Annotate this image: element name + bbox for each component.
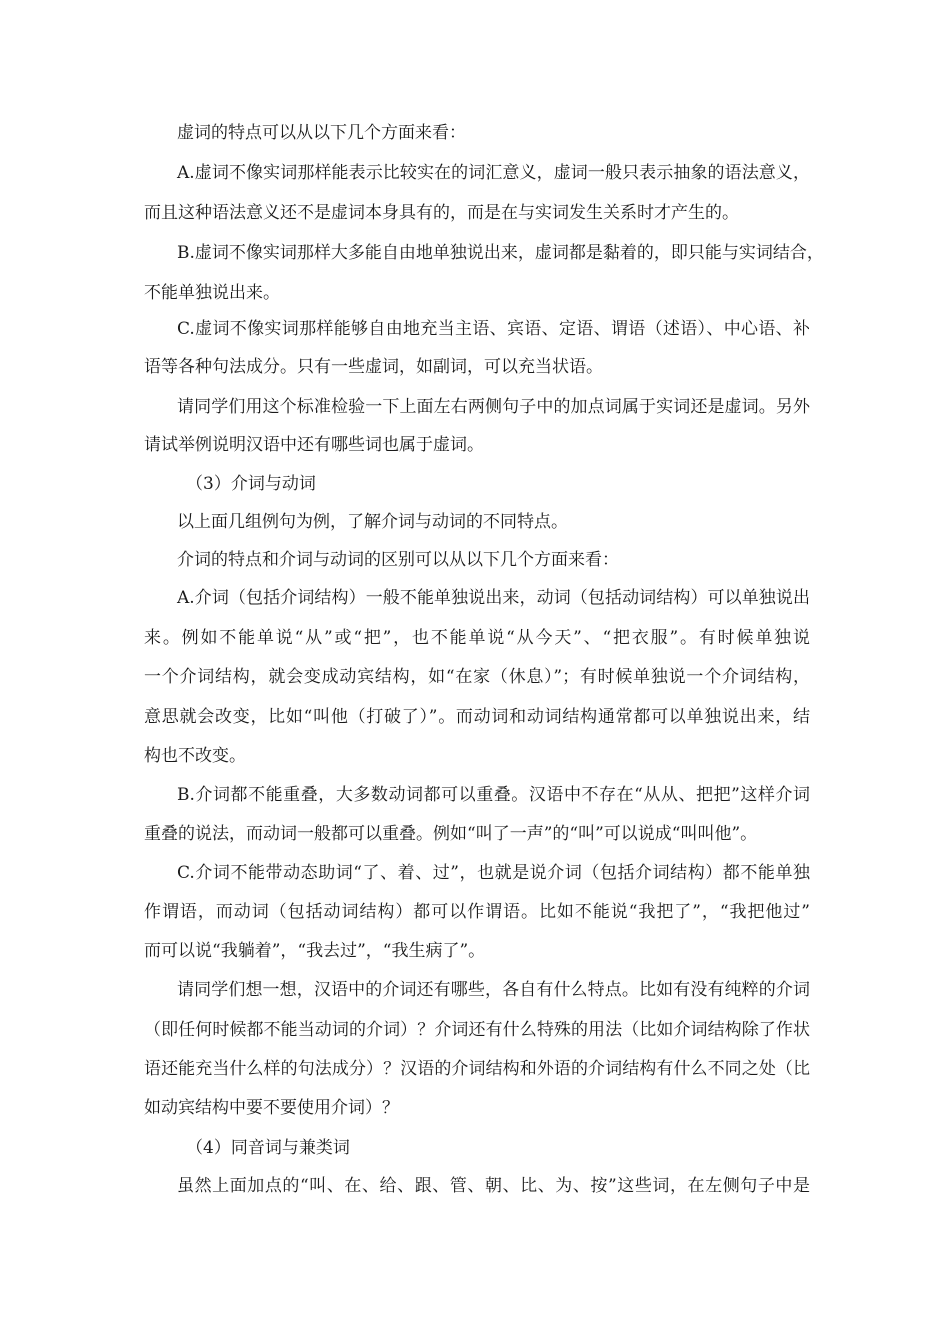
line-15: 一个介词结构，就会变成动宾结构，如“在家（休息）”；有时候单独说一个介词结构，: [144, 667, 810, 687]
line-11: 以上面几组例句为例，了解介词与动词的不同特点。: [177, 512, 568, 532]
line-22: 而可以说“我躺着”，“我去过”，“我生病了”。: [144, 941, 486, 961]
line-26: 如动宾结构中要不要使用介词）？: [144, 1098, 399, 1118]
line-28: 虽然上面加点的“叫、在、给、跟、管、朝、比、为、按”这些词，在左侧句子中是: [177, 1176, 810, 1196]
line-2: A.虚词不像实词那样能表示比较实在的词汇意义，虚词一般只表示抽象的语法意义，: [177, 163, 810, 183]
line-23: 请同学们想一想，汉语中的介词还有哪些，各自有什么特点。比如有没有纯粹的介词: [177, 980, 810, 1000]
line-5: 不能单独说出来。: [144, 283, 280, 303]
line-16: 意思就会改变，比如“叫他（打破了）”。而动词和动词结构通常都可以单独说出来，结: [144, 707, 810, 727]
line-9: 请试举例说明汉语中还有哪些词也属于虚词。: [144, 435, 484, 455]
line-4: B.虚词不像实词那样大多能自由地单独说出来，虚词都是黏着的，即只能与实词结合，: [177, 243, 824, 263]
line-19: 重叠的说法，而动词一般都可以重叠。例如“叫了一声”的“叫”可以说成“叫叫他”。: [144, 824, 758, 844]
line-24: （即任何时候都不能当动词的介词）？介词还有什么特殊的用法（比如介词结构除了作状: [144, 1020, 810, 1040]
line-17: 构也不改变。: [144, 746, 246, 766]
line-8: 请同学们用这个标准检验一下上面左右两侧句子中的加点词属于实词还是虚词。另外: [177, 397, 810, 417]
line-25: 语还能充当什么样的句法成分）？汉语的介词结构和外语的介词结构有什么不同之处（比: [144, 1059, 810, 1079]
line-6: C.虚词不像实词那样能够自由地充当主语、宾语、定语、谓语（述语）、中心语、补: [177, 319, 810, 339]
line-14: 来。例如不能单说“从”或“把”，也不能单说“从今天”、“把衣服”。有时候单独说: [144, 628, 810, 648]
heading-4: （4）同音词与兼类词: [186, 1138, 350, 1158]
line-21: 作谓语，而动词（包括动词结构）都可以作谓语。比如不能说“我把了”，“我把他过”: [144, 902, 810, 922]
heading-3: （3）介词与动词: [186, 474, 316, 494]
line-7: 语等各种句法成分。只有一些虚词，如副词，可以充当状语。: [144, 357, 603, 377]
line-20: C.介词不能带动态助词“了、着、过”，也就是说介词（包括介词结构）都不能单独: [177, 863, 810, 883]
line-3: 而且这种语法意义还不是虚词本身具有的，而是在与实词发生关系时才产生的。: [144, 203, 739, 223]
line-12: 介词的特点和介词与动词的区别可以从以下几个方面来看：: [177, 550, 619, 570]
line-18: B.介词都不能重叠，大多数动词都可以重叠。汉语中不存在“从从、把把”这样介词: [177, 785, 810, 805]
line-13: A.介词（包括介词结构）一般不能单独说出来，动词（包括动词结构）可以单独说出: [177, 588, 810, 608]
line-1: 虚词的特点可以从以下几个方面来看：: [177, 123, 466, 143]
